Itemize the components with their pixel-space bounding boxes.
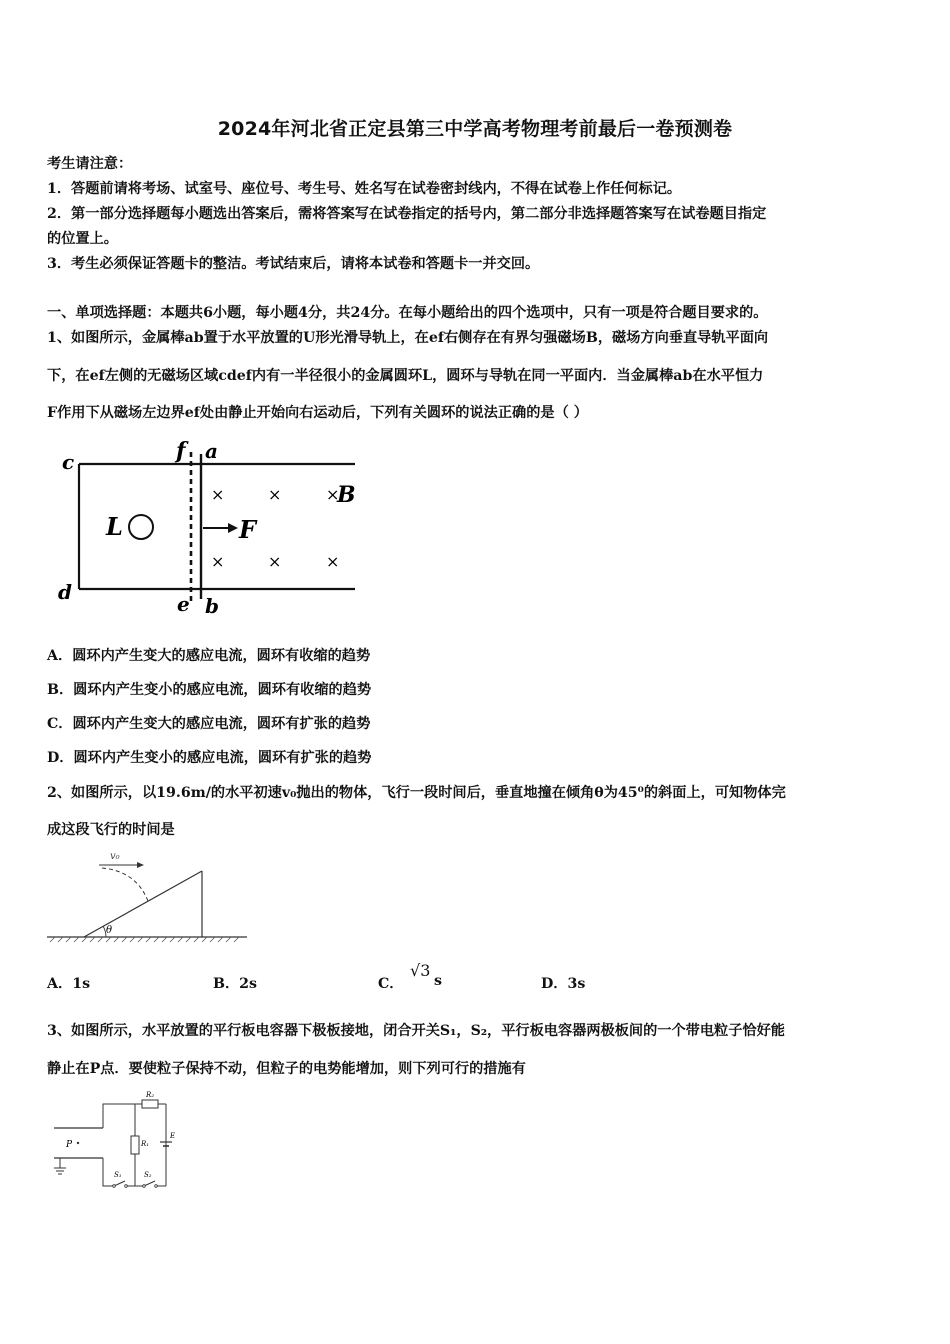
page-title: 2024年河北省正定县第三中学高考物理考前最后一卷预测卷 bbox=[217, 118, 733, 140]
label-theta: θ bbox=[106, 925, 113, 936]
label-R2: R₂ bbox=[146, 1091, 155, 1099]
cross-icon: × bbox=[326, 552, 340, 571]
q3-figure bbox=[48, 1086, 188, 1196]
cross-icon: × bbox=[268, 552, 282, 571]
label-S1: S₁ bbox=[114, 1171, 122, 1179]
q1-line-2: 下，在ef左侧的无磁场区域cdef内有一半径很小的金属圆环L，圆环与导轨在同一平面内．当金属棒ab在水平恒力 bbox=[47, 368, 764, 384]
q2-option-d: D．3s bbox=[541, 976, 586, 992]
ground-hatch bbox=[50, 937, 239, 942]
q2-option-c: C． bbox=[378, 976, 404, 992]
cross-icon: × bbox=[211, 485, 225, 504]
label-L: L bbox=[106, 512, 123, 541]
label-d: d bbox=[58, 580, 72, 604]
cross-icon: × bbox=[268, 485, 282, 504]
notice-item-3: 3．考生必须保证答题卡的整洁。考试结束后，请将本试卷和答题卡一并交回。 bbox=[47, 256, 540, 272]
q2-option-c-radical: √3 bbox=[410, 961, 431, 980]
notice-item-2-cont: 的位置上。 bbox=[47, 231, 118, 247]
cross-icon: × bbox=[211, 552, 225, 571]
q1-option-c: C．圆环内产生变大的感应电流，圆环有扩张的趋势 bbox=[47, 716, 371, 732]
resistor-r1 bbox=[131, 1136, 139, 1154]
label-e: e bbox=[177, 592, 190, 616]
q2-line-1: 2、如图所示，以19.6m/的水平初速v₀抛出的物体，飞行一段时间后，垂直地撞在倾角θ为45⁰的斜面上，可知物体完 bbox=[47, 785, 786, 801]
resistor-r2 bbox=[142, 1100, 158, 1108]
label-c: c bbox=[62, 450, 75, 474]
arrow-icon bbox=[228, 523, 238, 533]
label-F: F bbox=[239, 515, 257, 544]
notice-item-1: 1．答题前请将考场、试室号、座位号、考生号、姓名写在试卷密封线内，不得在试卷上作任何标记。 bbox=[47, 181, 682, 197]
q1-line-1: 1、如图所示，金属棒ab置于水平放置的U形光滑导轨上，在ef右侧存在有界匀强磁场B，磁场方向垂直导轨平面向 bbox=[47, 330, 769, 346]
label-B: B bbox=[337, 482, 356, 508]
label-a: a bbox=[205, 439, 218, 463]
label-P: P bbox=[66, 1140, 73, 1150]
label-S2: S₂ bbox=[144, 1171, 152, 1179]
arrow-icon bbox=[137, 862, 144, 868]
label-b: b bbox=[205, 594, 219, 618]
notice-heading: 考生请注意： bbox=[47, 156, 133, 172]
q3-line-2: 静止在P点．要使粒子保持不动，但粒子的电势能增加，则下列可行的措施有 bbox=[47, 1061, 526, 1077]
q2-options bbox=[0, 961, 950, 997]
label-R1: R₁ bbox=[141, 1140, 150, 1148]
cross-icon: × bbox=[326, 485, 340, 504]
label-f: f bbox=[176, 438, 186, 464]
q1-line-3: F作用下从磁场左边界ef处由静止开始向右运动后，下列有关圆环的说法正确的是（ ） bbox=[47, 405, 588, 421]
q3-line-1: 3、如图所示，水平放置的平行板电容器下极板接地，闭合开关S₁，S₂，平行板电容器两极板间的一个带电粒子恰好能 bbox=[47, 1023, 785, 1039]
q2-option-a: A．1s bbox=[47, 976, 91, 992]
q1-figure bbox=[50, 432, 370, 622]
q2-figure bbox=[44, 845, 254, 945]
label-E: E bbox=[170, 1132, 176, 1140]
label-v0: v₀ bbox=[110, 851, 120, 862]
q1-option-a: A．圆环内产生变大的感应电流，圆环有收缩的趋势 bbox=[47, 648, 371, 664]
q1-option-b: B．圆环内产生变小的感应电流，圆环有收缩的趋势 bbox=[47, 682, 372, 698]
q1-option-d: D．圆环内产生变小的感应电流，圆环有扩张的趋势 bbox=[47, 750, 372, 766]
q2-option-b: B．2s bbox=[213, 976, 258, 992]
section-heading: 一、单项选择题：本题共6小题，每小题4分，共24分。在每小题给出的四个选项中，只有一项是符合题目要求的。 bbox=[47, 305, 768, 321]
notice-item-2: 2．第一部分选择题每小题选出答案后，需将答案写在试卷指定的括号内，第二部分非选择题答案写在试卷题目指定 bbox=[47, 206, 767, 222]
q2-option-c-unit: s bbox=[434, 973, 442, 989]
ring-icon bbox=[129, 515, 153, 539]
q2-line-2: 成这段飞行的时间是 bbox=[47, 822, 175, 838]
